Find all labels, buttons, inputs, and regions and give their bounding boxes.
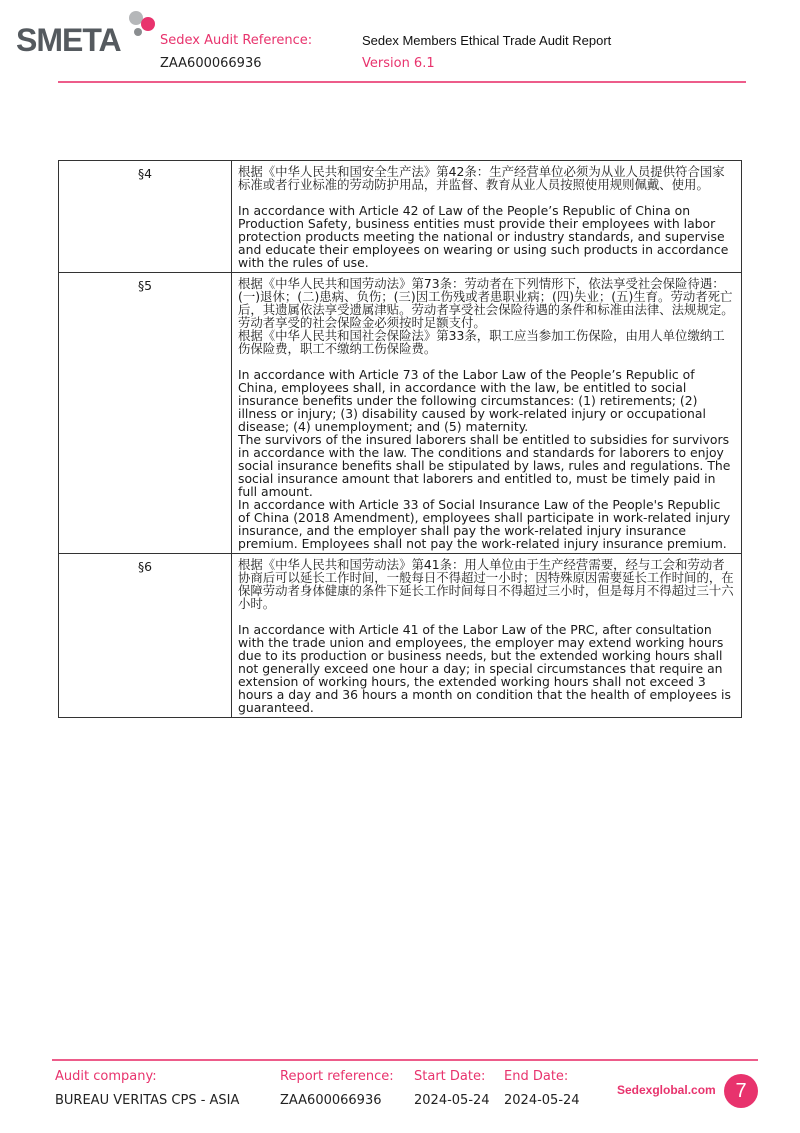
audit-company-label: Audit company: [55,1069,157,1084]
table-row [59,273,742,554]
end-date-label: End Date: [504,1069,569,1084]
page-number-badge: 7 [724,1074,758,1108]
header-divider [58,81,746,83]
report-title: Sedex Members Ethical Trade Audit Report [362,33,612,48]
paragraph-zh: 根据《中华人民共和国劳动法》第41条：用人单位由于生产经营需要，经与工会和劳动者协商后可以延长工作时间，一般每日不得超过一小时；因特殊原因需要延长工作时间的，在保障劳动者身体健康的条件下延长工作时间每日不得超过三小时，但是每月不得超过三十六小时。 [238,557,734,611]
paragraph-zh: 根据《中华人民共和国社会保险法》第33条，职工应当参加工伤保险，由用人单位缴纳工伤保险费，职工不缴纳工伤保险费。 [238,328,725,356]
website-link[interactable]: Sedexglobal.com [617,1083,716,1097]
section-cell: §6 [59,554,232,718]
table-row [59,554,742,718]
report-reference-value: ZAA600066936 [280,1093,382,1108]
text-cell [232,273,742,554]
paragraph-en: The survivors of the insured laborers shall be entitled to subsidies for survivors in accordance with the law. The conditions and standards for laborers to enjoy social insurance benefits shall be stipulated by laws, rules and regulations. The social insurance amount that laborers and entitled to, must be timely paid in full amount. [238,432,731,499]
start-date-label: Start Date: [414,1069,486,1084]
legal-reference-table [58,160,742,718]
paragraph-en: In accordance with Article 41 of the Labor Law of the PRC, after consultation with the trade union and employees, the employer may extend working hours due to its production or business needs, but the extended working hours shall not generally exceed one hour a day; in special circumstances that require an extension of working hours, the extended working hours shall not exceed 3 hours a day and 36 hours a month on condition that the health of employees is guaranteed. [238,622,731,715]
start-date-value: 2024-05-24 [414,1093,490,1108]
footer-divider [52,1059,758,1061]
audit-reference-value: ZAA600066936 [160,56,262,71]
paragraph-zh: 根据《中华人民共和国安全生产法》第42条：生产经营单位必须为从业人员提供符合国家标准或者行业标准的劳动防护用品，并监督、教育从业人员按照使用规则佩戴、使用。 [238,164,725,192]
section-cell: §4 [59,161,232,273]
text-cell [232,554,742,718]
end-date-value: 2024-05-24 [504,1093,580,1108]
logo-text: SMETA [16,22,121,58]
text-cell [232,161,742,273]
paragraph-zh: 根据《中华人民共和国劳动法》第73条：劳动者在下列情形下，依法享受社会保险待遇：(一)退休；(二)患病、负伤；(三)因工伤残或者患职业病；(四)失业；(五)生育。劳动者死亡后，其遗属依法享受遗属津贴。劳动者享受社会保险待遇的条件和标准由法律、法规规定。劳动者享受的社会保险金必须按时足额支付。 [238,276,734,330]
table-row [59,161,742,273]
paragraph-en: In accordance with Article 73 of the Labor Law of the People’s Republic of China, employees shall, in accordance with the law, be entitled to social insurance benefits under the following circumstances: (1) retirements; (2) illness or injury; (3) disability caused by work-related injury or occupational disease; (4) unemployment; and (5) maternity. [238,367,706,434]
audit-reference-label: Sedex Audit Reference: [160,33,313,48]
paragraph-en: In accordance with Article 33 of Social Insurance Law of the People's Republic of China (2018 Amendment), employees shall participate in work-related injury insurance, and the employer shall pay the work-related injury insurance premium. Employees shall not pay the work-related injury insurance premium. [238,497,731,551]
logo-dots-icon [124,8,164,48]
smeta-logo [16,8,156,56]
report-version: Version 6.1 [362,56,435,71]
audit-company-value: BUREAU VERITAS CPS - ASIA [55,1093,240,1108]
report-reference-label: Report reference: [280,1069,394,1084]
section-cell: §5 [59,273,232,554]
paragraph-en: In accordance with Article 42 of Law of the People’s Republic of China on Production Safety, business entities must provide their employees with labor protection products meeting the national or industry standards, and supervise and educate their employees on wearing or using such products in accordance with the rules of use. [238,203,729,270]
